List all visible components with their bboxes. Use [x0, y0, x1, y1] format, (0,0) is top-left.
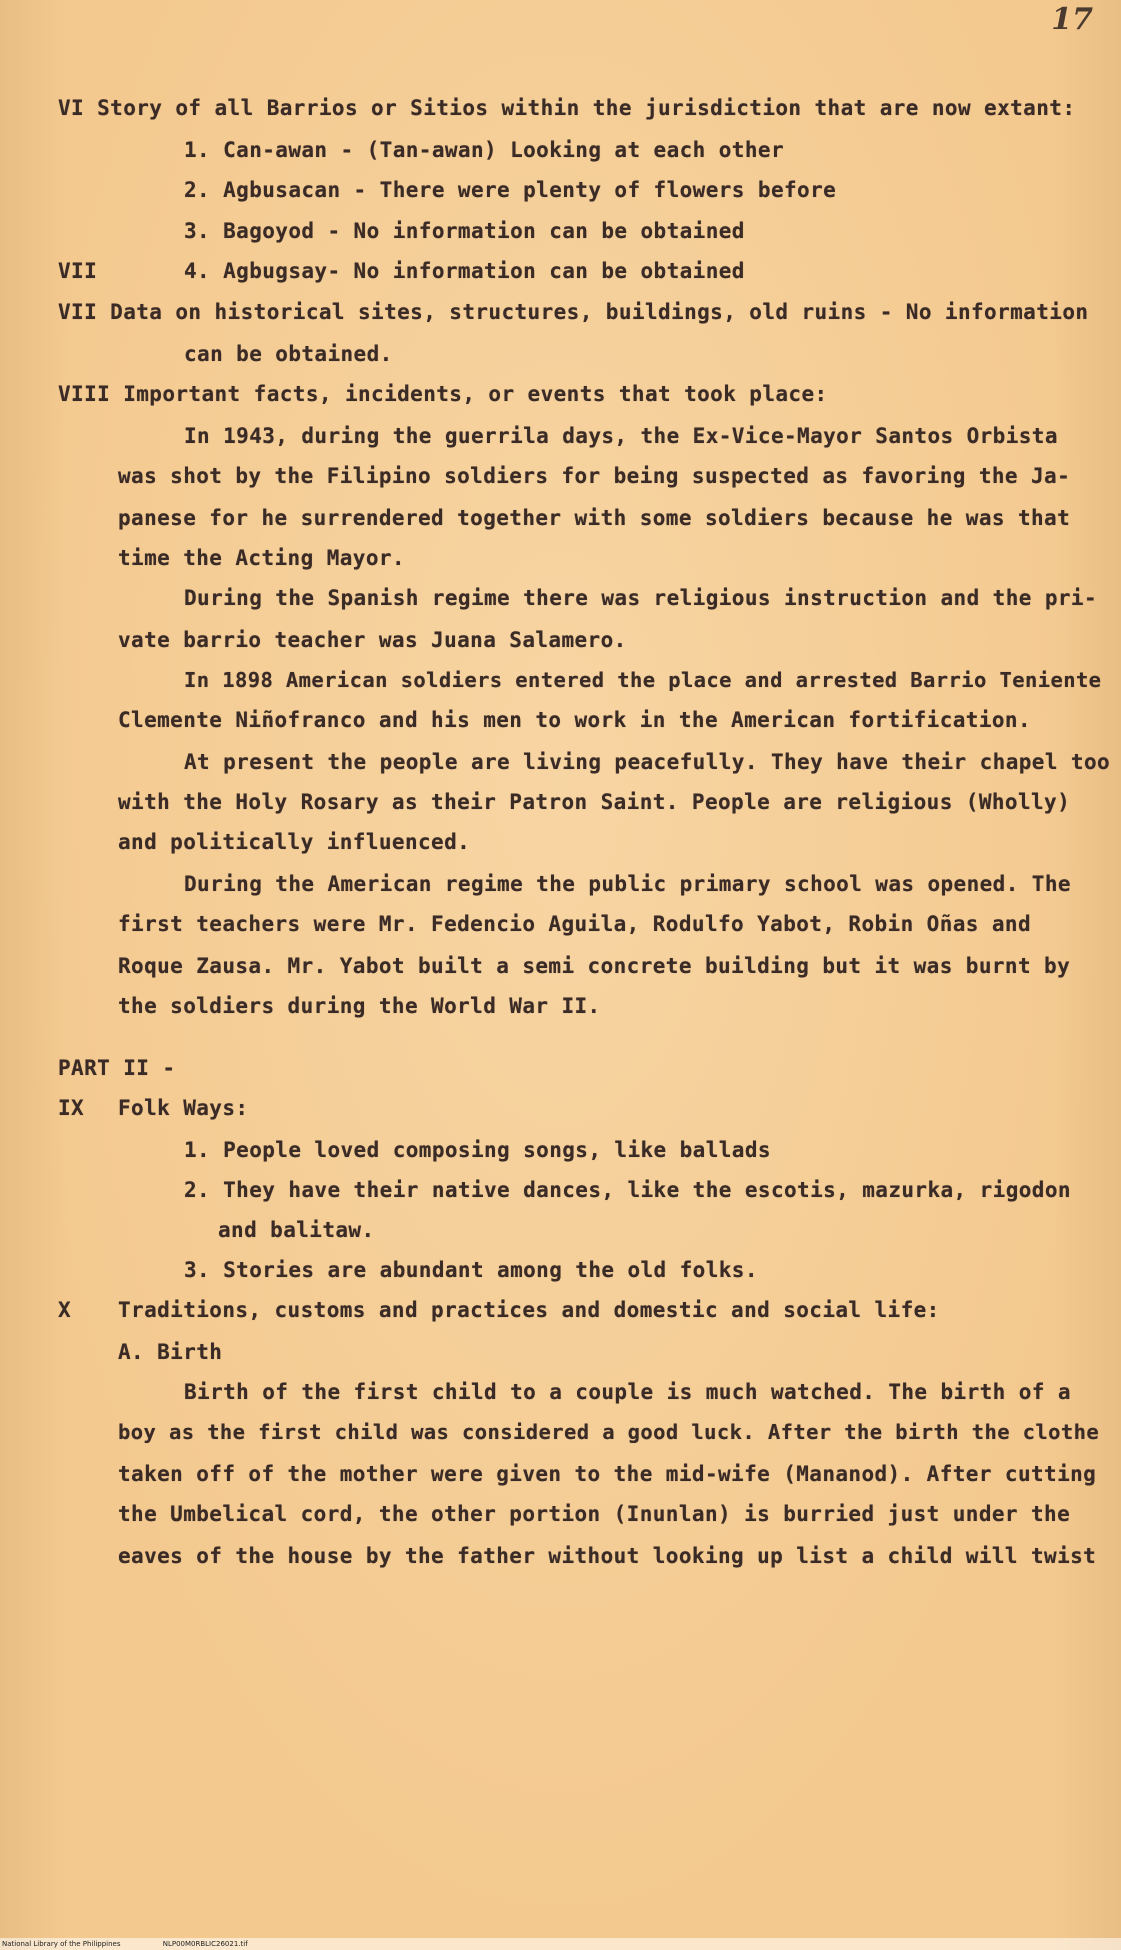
text-line: During the American regime the public primary school was opened. The — [184, 872, 1071, 896]
section-heading: PART II - — [58, 1056, 176, 1080]
text-line: During the Spanish regime there was religious instruction and the pri- — [184, 586, 1098, 610]
text-line: and politically influenced. — [118, 830, 471, 854]
text-line: 4. Agbugsay- No information can be obtained — [184, 259, 745, 283]
text-line: 1. People loved composing songs, like ballads — [184, 1138, 771, 1162]
file-id: NLP00M0RBLIC26021.tif — [162, 1940, 248, 1948]
text-line: Roque Zausa. Mr. Yabot built a semi concrete building but it was burnt by — [118, 954, 1071, 978]
text-line: At present the people are living peacefully. They have their chapel too — [184, 750, 1111, 774]
text-line: taken off of the mother were given to the mid-wife (Mananod). After cutting — [118, 1462, 1097, 1486]
library-credit: National Library of the Philippines — [2, 1940, 121, 1948]
text-line: time the Acting Mayor. — [118, 546, 405, 570]
text-line: Clemente Niñofranco and his men to work in the American fortification. — [118, 708, 1032, 732]
text-line: boy as the first child was considered a good luck. After the birth the clothe — [118, 1420, 1100, 1444]
text-line: vate barrio teacher was Juana Salamero. — [118, 628, 627, 652]
text-line: VII Data on historical sites, structures, buildings, old ruins - No information — [58, 300, 1089, 324]
text-line: was shot by the Filipino soldiers for being suspected as favoring the Ja- — [118, 464, 1071, 488]
text-line: panese for he surrendered together with some soldiers because he was that — [118, 506, 1071, 530]
text-line: the soldiers during the World War II. — [118, 994, 601, 1018]
text-line: can be obtained. — [184, 342, 393, 366]
text-line: 2. Agbusacan - There were plenty of flowers before — [184, 178, 837, 202]
text-line: first teachers were Mr. Fedencio Aguila, Rodulfo Yabot, Robin Oñas and — [118, 912, 1032, 936]
text-line: VII — [58, 259, 98, 283]
text-line: Folk Ways: — [118, 1096, 249, 1120]
text-line: with the Holy Rosary as their Patron Saint. People are religious (Wholly) — [118, 790, 1071, 814]
text-line: and balitaw. — [218, 1218, 375, 1242]
text-line: In 1898 American soldiers entered the place and arrested Barrio Teniente — [184, 668, 1102, 692]
page-number: 17 — [1051, 2, 1093, 37]
text-line: the Umbelical cord, the other portion (Inunlan) is burried just under the — [118, 1502, 1071, 1526]
text-line: eaves of the house by the father without looking up list a child will twist — [118, 1544, 1097, 1568]
text-line: In 1943, during the guerrila days, the Ex-Vice-Mayor Santos Orbista — [184, 424, 1058, 448]
scan-footer — [0, 1938, 1121, 1950]
text-line: 1. Can-awan - (Tan-awan) Looking at each other — [184, 138, 784, 162]
text-line: 2. They have their native dances, like the escotis, mazurka, rigodon — [184, 1178, 1071, 1202]
text-line: Traditions, customs and practices and domestic and social life: — [118, 1298, 940, 1322]
text-line: 3. Stories are abundant among the old folks. — [184, 1258, 758, 1282]
text-line: VIII Important facts, incidents, or events that took place: — [58, 382, 828, 406]
text-line: VI Story of all Barrios or Sitios within the jurisdiction that are now extant: — [58, 96, 1076, 120]
text-line: A. Birth — [118, 1340, 223, 1364]
text-line: IX — [58, 1096, 85, 1120]
text-line: X — [58, 1298, 72, 1322]
text-line: 3. Bagoyod - No information can be obtained — [184, 219, 745, 243]
text-line: Birth of the first child to a couple is much watched. The birth of a — [184, 1380, 1071, 1404]
